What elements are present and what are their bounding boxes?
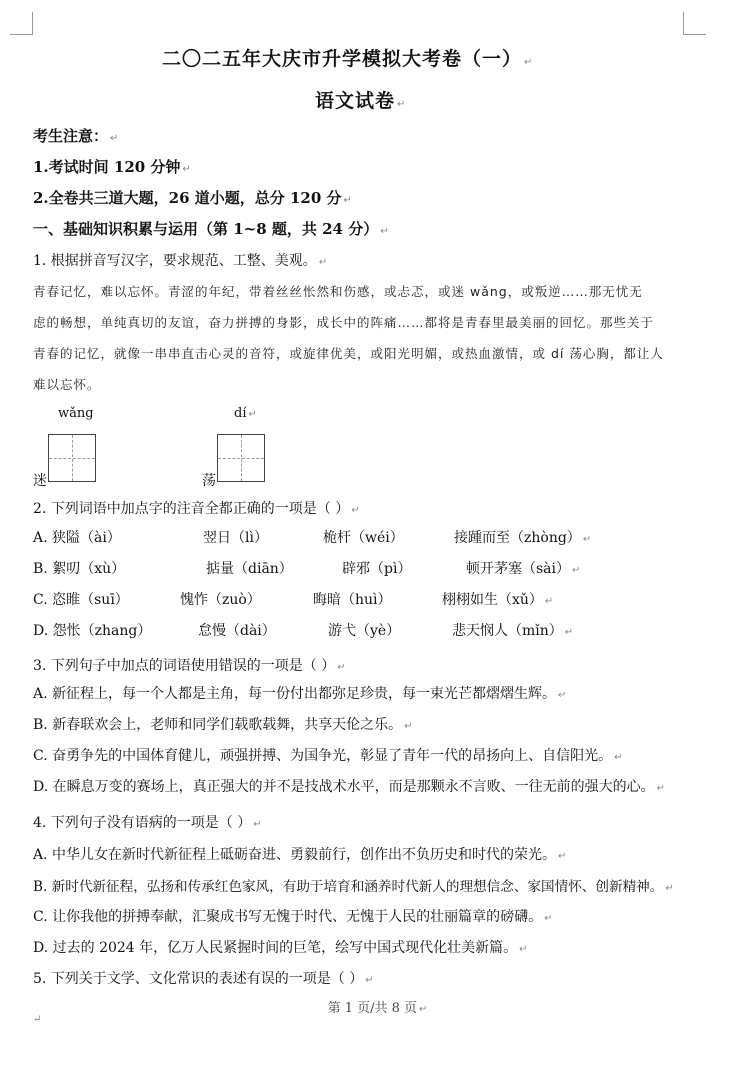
paragraph-mark-icon: ↵ xyxy=(419,1004,428,1015)
q2-option-c-4: 栩栩如生（xǔ） ↵ xyxy=(442,592,554,608)
paragraph-mark-icon: ↵ xyxy=(519,944,528,955)
page-footer: 第 1 页/共 8 页 ↵ xyxy=(327,1001,428,1016)
q2-option-a-1: A. 狭隘（ài） xyxy=(33,530,121,546)
q2-option-d-2: 怠慢（dài） xyxy=(198,623,276,639)
q4-option-d: D. 过去的 2024 年，亿万人民紧握时间的巨笔，绘写中国式现代化壮美新篇。 ↵ xyxy=(33,940,528,956)
paragraph-mark-icon: ↵ xyxy=(343,195,352,206)
paragraph-mark-icon: ↵ xyxy=(248,409,257,420)
paragraph-mark-icon: ↵ xyxy=(365,975,374,986)
blank-1-prefix: 迷 xyxy=(33,473,47,489)
writing-box-1[interactable] xyxy=(48,434,96,482)
pinyin-di: dí ↵ xyxy=(234,406,257,421)
q2-option-b-4: 顿开茅塞（sài） ↵ xyxy=(466,561,581,577)
q4-option-c: C. 让你我他的拼搏奉献，汇聚成书写无愧于时代、无愧于人民的壮丽篇章的磅礴。 ↵ xyxy=(33,909,553,925)
passage-line: 青春记忆，难以忘怀。青涩的年纪，带着丝丝怅然和伤感，或忐忑，或迷 wǎng，或叛逆……那无忧无 xyxy=(33,284,643,299)
paragraph-mark-icon: ↵ xyxy=(544,913,553,924)
paragraph-mark-icon: ↵ xyxy=(544,596,554,607)
q2-option-d-4: 悲天悯人（mǐn） ↵ xyxy=(452,623,574,639)
paragraph-mark-icon: ↵ xyxy=(33,1014,42,1025)
q2-option-c-2: 愧怍（zuò） xyxy=(180,592,261,608)
q2-option-a-2: 翌日（lì） xyxy=(203,530,268,546)
paragraph-mark-icon: ↵ xyxy=(558,851,567,862)
q2-option-b-2: 掂量（diān） xyxy=(206,561,293,577)
question-5-stem: 5. 下列关于文学、文化常识的表述有误的一项是（ ） ↵ xyxy=(33,971,374,987)
exam-title: 二〇二五年大庆市升学模拟大考卷（一） ↵ xyxy=(162,48,534,70)
q3-option-b: B. 新春联欢会上，老师和同学们载歌载舞，共享天伦之乐。 ↵ xyxy=(33,717,413,733)
q2-option-d-3: 游弋（yè） xyxy=(328,623,401,639)
q3-option-a: A. 新征程上，每一个人都是主角，每一份付出都弥足珍贵，每一束光芒都熠熠生辉。 ↵ xyxy=(33,686,567,702)
paragraph-mark-icon: ↵ xyxy=(614,752,623,763)
paragraph-mark-icon: ↵ xyxy=(253,819,262,830)
paragraph-mark-icon: ↵ xyxy=(397,99,407,110)
q3-option-d: D. 在瞬息万变的赛场上，真正强大的并不是技战术水平，而是那颗永不言败、一往无前的强大的心。 ↵ xyxy=(33,779,666,795)
q4-option-a: A. 中华儿女在新时代新征程上砥砺奋进、勇毅前行，创作出不负历史和时代的荣光。 ↵ xyxy=(33,847,567,863)
corner-mark-left xyxy=(10,12,33,35)
q2-option-d-1: D. 怨怅（zhang） xyxy=(33,623,152,639)
notes-item-1: 1.考试时间 120 分钟 ↵ xyxy=(33,158,191,176)
paragraph-mark-icon: ↵ xyxy=(582,534,592,545)
paragraph-mark-icon: ↵ xyxy=(318,257,328,268)
q2-option-c-1: C. 恣睢（suī） xyxy=(33,592,129,608)
paragraph-mark-icon: ↵ xyxy=(564,627,574,638)
q4-option-b: B. 新时代新征程，弘扬和传承红色家风，有助于培育和涵养时代新人的理想信念、家国情怀、创新精神。 ↵ xyxy=(33,879,674,895)
q2-option-b-3: 辟邪（pì） xyxy=(342,561,412,577)
paragraph-mark-icon: ↵ xyxy=(380,226,389,237)
paragraph-mark-icon: ↵ xyxy=(558,690,567,701)
q3-option-c: C. 奋勇争先的中国体育健儿，顽强拼搏、为国争光，彰显了青年一代的昂扬向上、自信阳光。 ↵ xyxy=(33,748,623,764)
question-3-stem: 3. 下列句子中加点的词语使用错误的一项是（ ） ↵ xyxy=(33,658,346,674)
paragraph-mark-icon: ↵ xyxy=(337,662,346,673)
paragraph-mark-icon: ↵ xyxy=(656,783,666,794)
exam-subtitle: 语文试卷 ↵ xyxy=(315,90,407,112)
passage-line: 难以忘怀。 xyxy=(33,377,101,392)
question-2-stem: 2. 下列词语中加点字的注音全都正确的一项是（ ） ↵ xyxy=(33,501,360,517)
paragraph-mark-icon: ↵ xyxy=(351,505,360,516)
paragraph-mark-icon: ↵ xyxy=(572,565,581,576)
corner-mark-right xyxy=(683,12,706,35)
q2-option-a-4: 接踵而至（zhòng） ↵ xyxy=(454,530,592,546)
paragraph-mark-icon: ↵ xyxy=(182,164,191,175)
paragraph-mark-icon: ↵ xyxy=(404,721,413,732)
paragraph-mark-icon: ↵ xyxy=(524,57,534,68)
paragraph-mark-icon: ↵ xyxy=(110,133,119,144)
passage-line: 虑的畅想，单纯真切的友谊，奋力拼搏的身影，成长中的阵痛……都将是青春里最美丽的回忆。那些关于 xyxy=(33,315,655,330)
pinyin-wang: wǎng xyxy=(58,406,94,421)
section-1-heading: 一、基础知识积累与运用（第 1~8 题，共 24 分） ↵ xyxy=(33,220,389,238)
writing-box-2[interactable] xyxy=(217,434,265,482)
notes-heading: 考生注意： ↵ xyxy=(33,127,119,145)
q2-option-c-3: 晦暗（huì） xyxy=(313,592,392,608)
q2-option-b-1: B. 絮叨（xù） xyxy=(33,561,126,577)
question-4-stem: 4. 下列句子没有语病的一项是（ ） ↵ xyxy=(33,815,262,831)
passage-line: 青春的记忆，就像一串串直击心灵的音符，或旋律优美，或阳光明媚，或热血激情，或 dí 荡心胸，都让人 xyxy=(33,346,664,361)
paragraph-mark-icon: ↵ xyxy=(665,883,674,894)
notes-item-2: 2.全卷共三道大题，26 道小题，总分 120 分 ↵ xyxy=(33,189,352,207)
q2-option-a-3: 桅杆（wéi） xyxy=(323,530,404,546)
question-1-stem: 1. 根据拼音写汉字，要求规范、工整、美观。 ↵ xyxy=(33,253,328,269)
blank-2-prefix: 荡 xyxy=(202,473,216,489)
